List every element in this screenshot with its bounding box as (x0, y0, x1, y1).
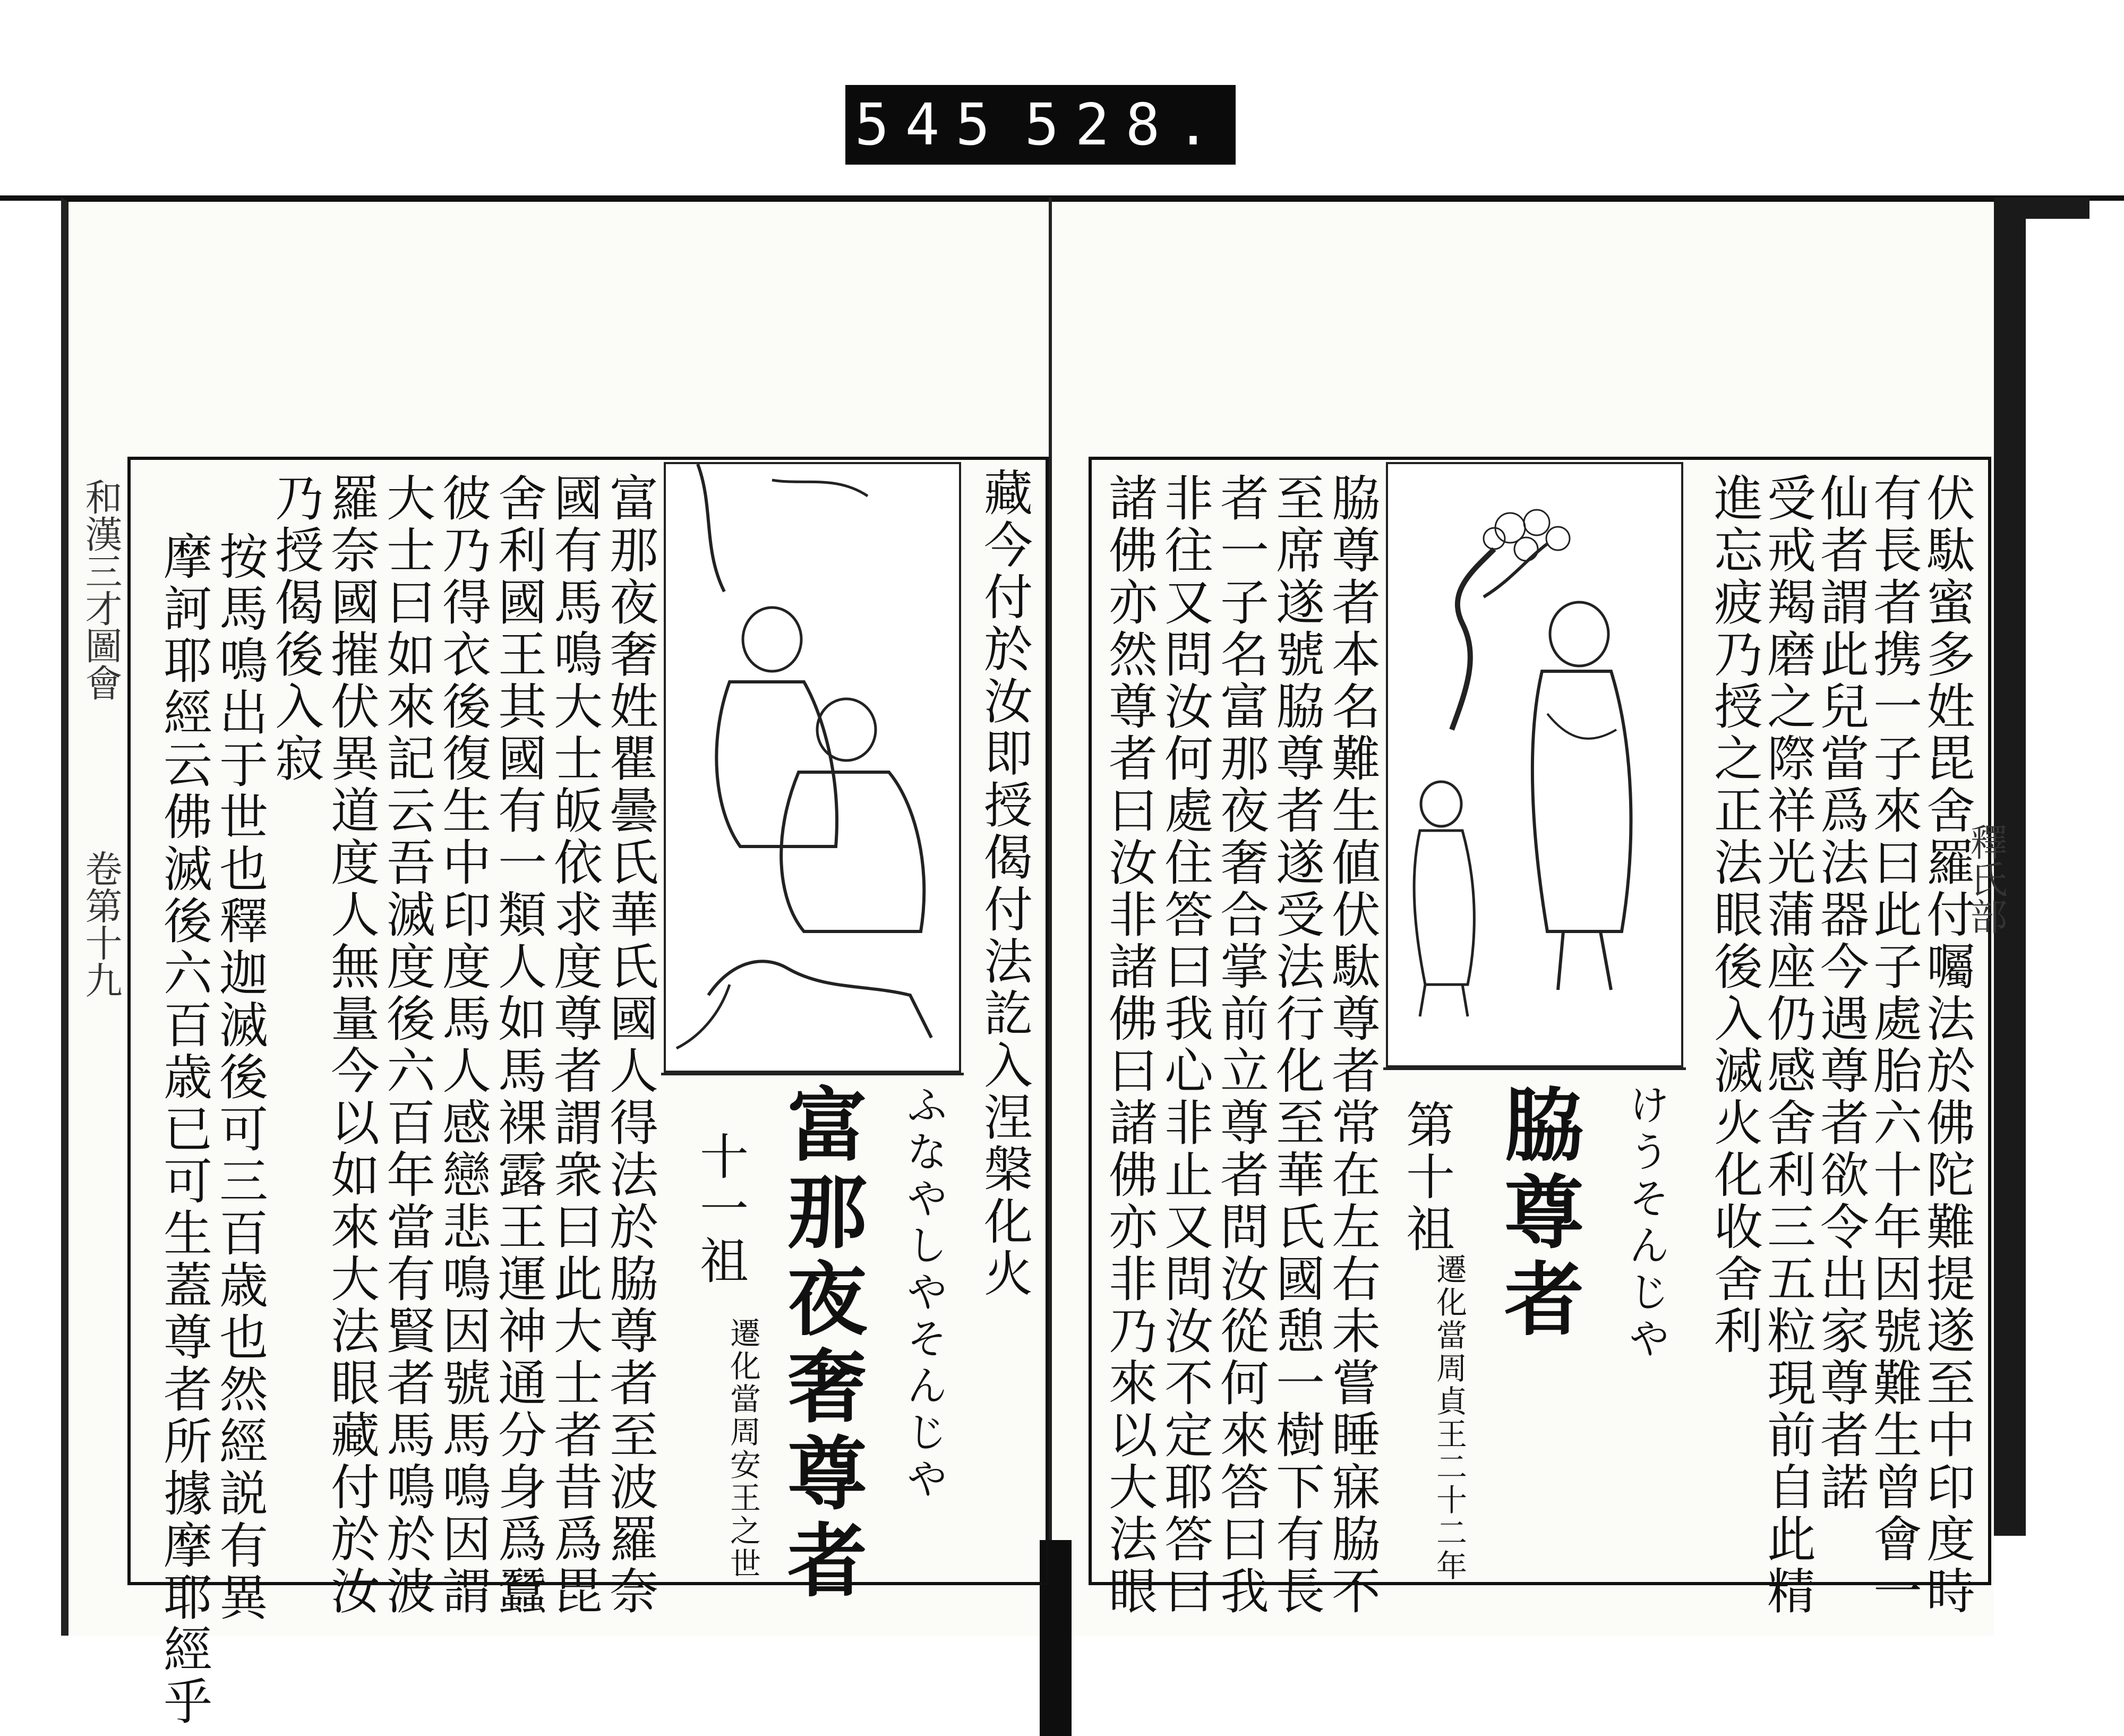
right-page-edge-top (2026, 198, 2089, 219)
text-column: 大士曰如來記云吾滅度後六百年當有賢者馬鳴於波 (379, 473, 435, 1618)
text-column: 彼乃得衣後復生中印度馬人感戀悲鳴因號馬鳴因謂 (434, 473, 491, 1618)
film-number-right: 528. (1024, 91, 1227, 158)
text-column: 進忘疲乃授之正法眼後入滅火化收舍利 (1706, 473, 1763, 1357)
text-column: 者一子名富那夜奢合掌前立尊者問汝從何來答曰我 (1212, 473, 1269, 1618)
text-column: 富那夜奢姓瞿曇氏華氏國人得法於脇尊者至波羅奈 (602, 473, 658, 1618)
text-column: 非往又問汝何處住答曰我心非止又問汝不定耶答曰 (1157, 473, 1213, 1618)
film-label (845, 85, 1236, 165)
text-column: 諸佛亦然尊者曰汝非諸佛曰諸佛亦非乃來以大法眼 (1101, 473, 1158, 1618)
text-column: 舍利國王其國有一類人如馬裸露王運神通分身爲蠶 (490, 473, 547, 1618)
text-column: 羅奈國摧伏異道度人無量今以如來大法眼藏付於汝 (323, 473, 380, 1618)
text-column: 受戒羯磨之際祥光蒲座仍感舍利三五粒現前自此精 (1759, 473, 1816, 1618)
patriarch-number: 十一祖 (692, 1131, 749, 1287)
text-column: 有長者携一子來曰此子處胎六十年因號難生曾會一 (1865, 473, 1922, 1618)
note-column: 按馬鳴出于世也釋迦滅後可三百歳也然經説有異 (211, 531, 268, 1624)
text-column: 乃授偈後入寂 (267, 473, 324, 785)
era-note: 遷化當周安王之世 (725, 1317, 761, 1580)
illustration-drawing (1388, 464, 1681, 1065)
title-divider (1383, 1067, 1686, 1070)
text-column: 脇尊者本名難生値伏駄尊者常在左右未嘗睡寐脇不 (1324, 473, 1381, 1618)
film-number-left: 545 (854, 91, 1006, 158)
margin-volume-left: 卷第十九 (79, 850, 123, 998)
note-column: 摩訶耶經云佛滅後六百歳已可生蓋尊者所據摩耶經乎 (156, 531, 212, 1728)
text-column: 國有馬鳴大士皈依求度尊者謂衆曰此大士者昔爲毘 (546, 473, 603, 1618)
text-column: 伏駄蜜多姓毘舍羅付囑法於佛陀難提遂至中印度時 (1919, 473, 1975, 1618)
margin-section-right: 釋氏部 (1964, 823, 2008, 935)
page-title: 富那夜奢尊者 (774, 1083, 867, 1606)
kana-reading: けうそんじや (1622, 1083, 1669, 1364)
page-title: 脇尊者 (1491, 1083, 1584, 1345)
era-note: 遷化當周貞王二十二年 (1431, 1253, 1467, 1583)
title-divider (661, 1073, 964, 1075)
illustration-drawing (666, 464, 959, 1071)
kana-reading: ふなやしやそんじや (900, 1083, 947, 1504)
continuation-column: 藏今付於汝即授偈付法訖入涅槃化火 (976, 467, 1033, 1300)
patriarch-number: 第十祖 (1398, 1099, 1455, 1255)
margin-title-left: 和漢三才圖會 (79, 478, 123, 701)
text-column: 仙者謂此兒當爲法器今遇尊者欲令出家尊者諾 (1812, 473, 1869, 1513)
text-column: 至席遂號脇尊者遂受法行化至華氏國憩一樹下有長 (1268, 473, 1325, 1618)
illustration-funayasha (664, 462, 961, 1073)
illustration-wakisonja (1386, 462, 1683, 1067)
center-gutter-line (1049, 198, 1052, 1578)
